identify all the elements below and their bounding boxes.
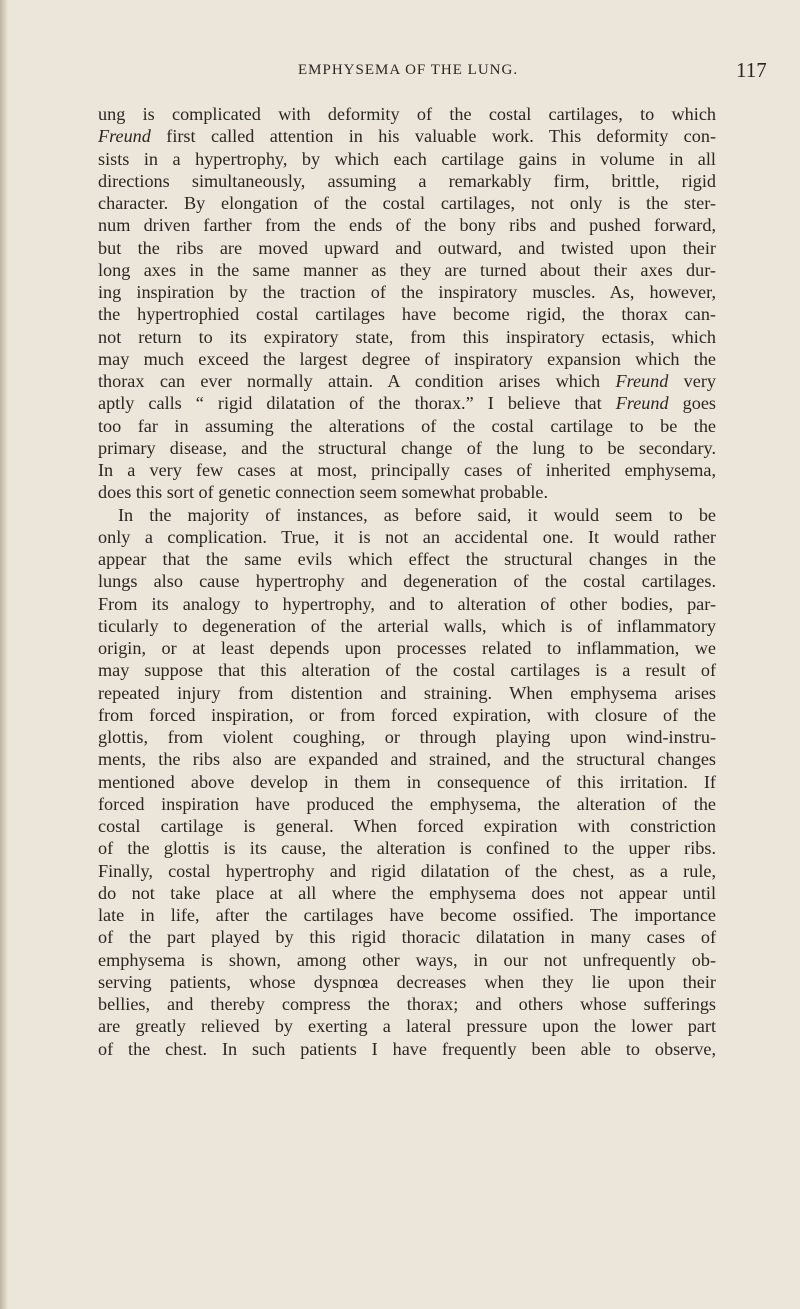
text-line: does this sort of genetic connection seem somewhat probable. (98, 482, 549, 503)
text-line: glottis, from violent coughing, or through playing upon wind-instru- (98, 727, 716, 747)
text-line: may much exceed the largest degree of inspiratory expansion which the (98, 348, 716, 369)
text-line: character. By elongation of the costal cartilages, not only is the ster- (98, 193, 716, 213)
text-line: Freund first called attention in his valuable work. This deformity con- (98, 126, 716, 147)
text-line: repeated injury from distention and straining. When emphysema arises (98, 682, 716, 703)
running-head: EMPHYSEMA OF THE LUNG. (298, 62, 519, 78)
text-line: sists in a hypertrophy, by which each cartilage gains in volume in all (98, 148, 716, 169)
text-line: appear that the same evils which effect the structural changes in the (98, 549, 716, 569)
text-line: not return to its expiratory state, from this inspiratory ectasis, which (98, 326, 716, 347)
text-line: ticularly to degeneration of the arterial walls, which is of inflammatory (98, 615, 716, 636)
text-line: directions simultaneously, assuming a remarkably firm, brittle, rigid (98, 170, 716, 191)
text-line: the hypertrophied costal cartilages have become rigid, the thorax can- (98, 304, 716, 325)
text-line: num driven farther from the ends of the bony ribs and pushed forward, (98, 215, 716, 236)
text-line: bellies, and thereby compress the thorax; and others whose sufferings (98, 994, 716, 1014)
text-line: In the majority of instances, as before said, it would seem to be (118, 504, 716, 525)
body-text (98, 103, 716, 1060)
text-line: do not take place at all where the emphysema does not appear until (98, 882, 716, 903)
text-line: only a complication. True, it is not an accidental one. It would rather (98, 526, 716, 547)
author-name-italic: Freund (615, 371, 669, 391)
author-name-italic: Freund (98, 126, 151, 147)
text-line: but the ribs are moved upward and outward, and twisted upon their (98, 237, 716, 258)
page-header (0, 58, 800, 88)
text-line: thorax can ever normally attain. A condition arises which Freund very (98, 371, 716, 391)
text-line: of the chest. In such patients I have frequently been able to observe, (98, 1038, 716, 1059)
text-line: mentioned above develop in them in consequence of this irritation. If (98, 771, 716, 792)
text-line: long axes in the same manner as they are turned about their axes dur- (98, 259, 716, 280)
text-line: ing inspiration by the traction of the inspiratory muscles. As, however, (98, 282, 716, 302)
text-line: ments, the ribs also are expanded and strained, and the structural changes (98, 749, 716, 770)
text-line: In a very few cases at most, principally cases of inherited emphysema, (98, 460, 716, 480)
text-line: origin, or at least depends upon processes related to inflammation, we (98, 638, 716, 658)
text-line: of the part played by this rigid thoracic dilatation in many cases of (98, 927, 716, 948)
text-line: ung is complicated with deformity of the costal cartilages, to which (98, 104, 716, 124)
page-number: 117 (736, 58, 767, 82)
text-line: forced inspiration have produced the emphysema, the alteration of the (98, 793, 716, 814)
text-line: lungs also cause hypertrophy and degeneration of the costal cartilages. (98, 571, 716, 592)
text-line: too far in assuming the alterations of the costal cartilage to be the (98, 415, 716, 436)
text-line: primary disease, and the structural change of the lung to be secondary. (98, 437, 716, 458)
text-line: serving patients, whose dyspnœa decreases when they lie upon their (98, 971, 716, 992)
text-line: late in life, after the cartilages have become ossified. The importance (98, 905, 716, 925)
text-line: from forced inspiration, or from forced expiration, with closure of the (98, 704, 716, 725)
page-spine-shadow (0, 0, 8, 1309)
text-line: aptly calls “ rigid dilatation of the thorax.” I believe that Freund goes (98, 393, 716, 414)
text-line: From its analogy to hypertrophy, and to alteration of other bodies, par- (98, 593, 716, 614)
text-line: Finally, costal hypertrophy and rigid dilatation of the chest, as a rule, (98, 860, 716, 881)
text-line: costal cartilage is general. When forced expiration with constriction (98, 816, 716, 836)
text-line: are greatly relieved by exerting a lateral pressure upon the lower part (98, 1016, 716, 1037)
text-line: of the glottis is its cause, the alteration is confined to the upper ribs. (98, 838, 716, 859)
author-name-italic: Freund (615, 393, 669, 414)
text-line: emphysema is shown, among other ways, in our not unfrequently ob- (98, 949, 716, 970)
text-line: may suppose that this alteration of the costal cartilages is a result of (98, 660, 716, 681)
